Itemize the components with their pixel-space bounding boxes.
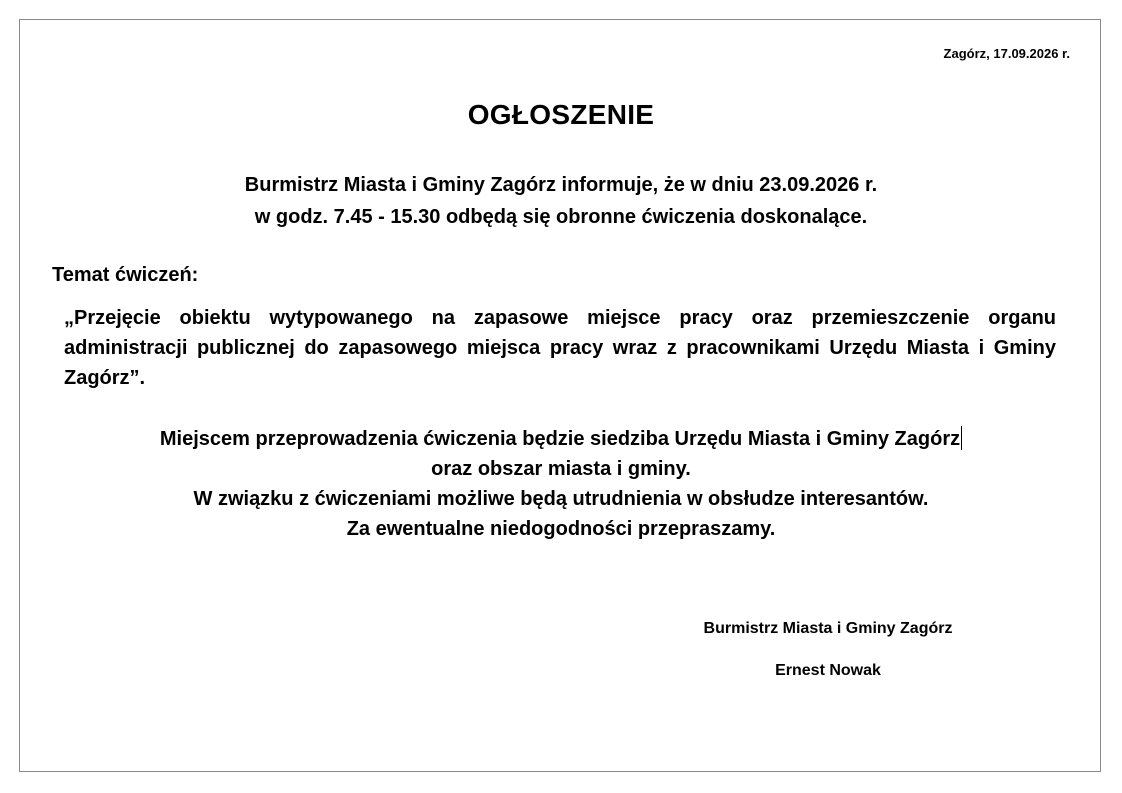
announcement-intro xyxy=(0,169,1122,233)
intro-line-1: Burmistrz Miasta i Gminy Zagórz informuje, że w dniu 23.09.2026 r. xyxy=(244,174,878,196)
info-line-3: W związku z ćwiczeniami możliwe będą utrudnienia w obsłudze interesantów. xyxy=(193,488,929,510)
info-line-2: oraz obszar miasta i gminy. xyxy=(431,458,691,480)
intro-line-2: w godz. 7.45 - 15.30 odbędą się obronne ćwiczenia doskonalące. xyxy=(254,206,868,228)
signature-role: Burmistrz Miasta i Gminy Zagórz xyxy=(703,620,953,637)
text-cursor xyxy=(961,426,962,450)
topic-text: „Przejęcie obiektu wytypowanego na zapasowe miejsce pracy oraz przemieszczenie organu administracji publicznej do zapasowego miejsca pracy wraz z pracownikami Urzędu Miasta i Gminy Zagórz”. xyxy=(64,307,1056,389)
topic-label: Temat ćwiczeń: xyxy=(52,264,199,286)
document-date: Zagórz, 17.09.2026 r. xyxy=(943,46,1070,61)
page-title: OGŁOSZENIE xyxy=(467,99,655,130)
info-line-4: Za ewentualne niedogodności przepraszamy. xyxy=(346,518,776,540)
page-frame xyxy=(19,19,1101,772)
info-line-1-wrapper xyxy=(0,424,1122,454)
info-line-1: Miejscem przeprowadzenia ćwiczenia będzie siedziba Urzędu Miasta i Gminy Zagórz xyxy=(159,428,961,450)
signature-name: Ernest Nowak xyxy=(775,662,881,679)
announcement-info xyxy=(0,424,1122,544)
